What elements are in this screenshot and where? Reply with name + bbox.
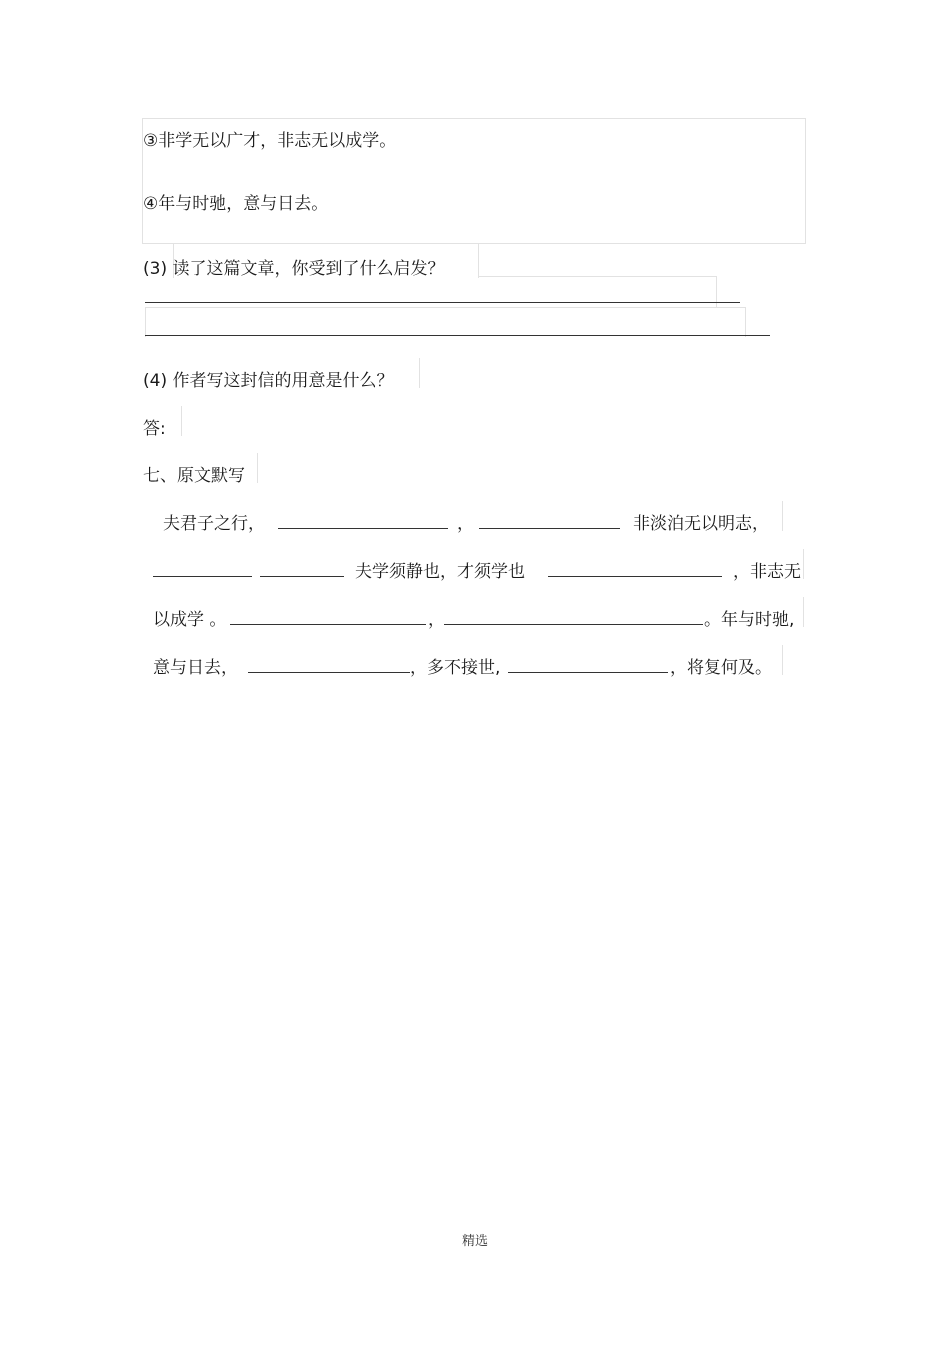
fill-blank[interactable] xyxy=(508,654,668,673)
question-3: (3) 读了这篇文章，你受到了什么启发？ xyxy=(143,259,445,279)
fill-blank[interactable] xyxy=(153,558,252,577)
section-heading: 七、原文默写 xyxy=(143,466,245,486)
recital-line-3-text-c: 。年与时驰, xyxy=(704,610,795,630)
recital-line-1-text-c: 非淡泊无以明志， xyxy=(633,514,769,534)
frame-line xyxy=(803,597,804,627)
frame-line xyxy=(745,307,746,337)
recital-line-3-text-b: ， xyxy=(428,610,445,630)
question-4: (4) 作者写这封信的用意是什么？ xyxy=(143,371,394,391)
fill-blank[interactable] xyxy=(278,510,448,529)
frame-line xyxy=(782,645,783,675)
recital-line-4-text-b: ，多不接世, xyxy=(410,658,501,678)
frame-line xyxy=(782,501,783,531)
recital-line-2-text-a: 夫学须静也，才须学也 xyxy=(355,562,525,582)
frame-line xyxy=(181,406,182,436)
frame-line xyxy=(257,453,258,483)
answer-label: 答: xyxy=(143,419,166,439)
fill-blank[interactable] xyxy=(260,558,344,577)
frame-line xyxy=(716,276,717,308)
sentence-3: ③非学无以广才，非志无以成学。 xyxy=(143,131,397,151)
recital-line-2-text-b: ，非志无 xyxy=(733,562,801,582)
answer-line-1[interactable] xyxy=(145,302,740,303)
recital-line-3-text-a: 以成学 。 xyxy=(153,610,227,630)
frame-line xyxy=(145,307,745,308)
recital-line-1-text-a: 夫君子之行， xyxy=(163,514,265,534)
frame-line xyxy=(145,307,146,337)
frame-line xyxy=(478,244,479,278)
recital-line-4-text-a: 意与日去， xyxy=(153,658,238,678)
recital-line-1-text-b: ， xyxy=(457,514,474,534)
frame-line xyxy=(478,276,716,277)
page-footer: 精选 xyxy=(461,1234,488,1249)
sentence-4: ④年与时驰，意与日去。 xyxy=(143,194,329,214)
frame-line xyxy=(803,549,804,579)
frame-line xyxy=(419,358,420,388)
fill-blank[interactable] xyxy=(230,606,426,625)
answer-line-2[interactable] xyxy=(145,335,770,336)
fill-blank[interactable] xyxy=(248,654,410,673)
fill-blank[interactable] xyxy=(444,606,703,625)
fill-blank[interactable] xyxy=(479,510,620,529)
fill-blank[interactable] xyxy=(548,558,722,577)
recital-line-4-text-c: ，将复何及。 xyxy=(670,658,772,678)
